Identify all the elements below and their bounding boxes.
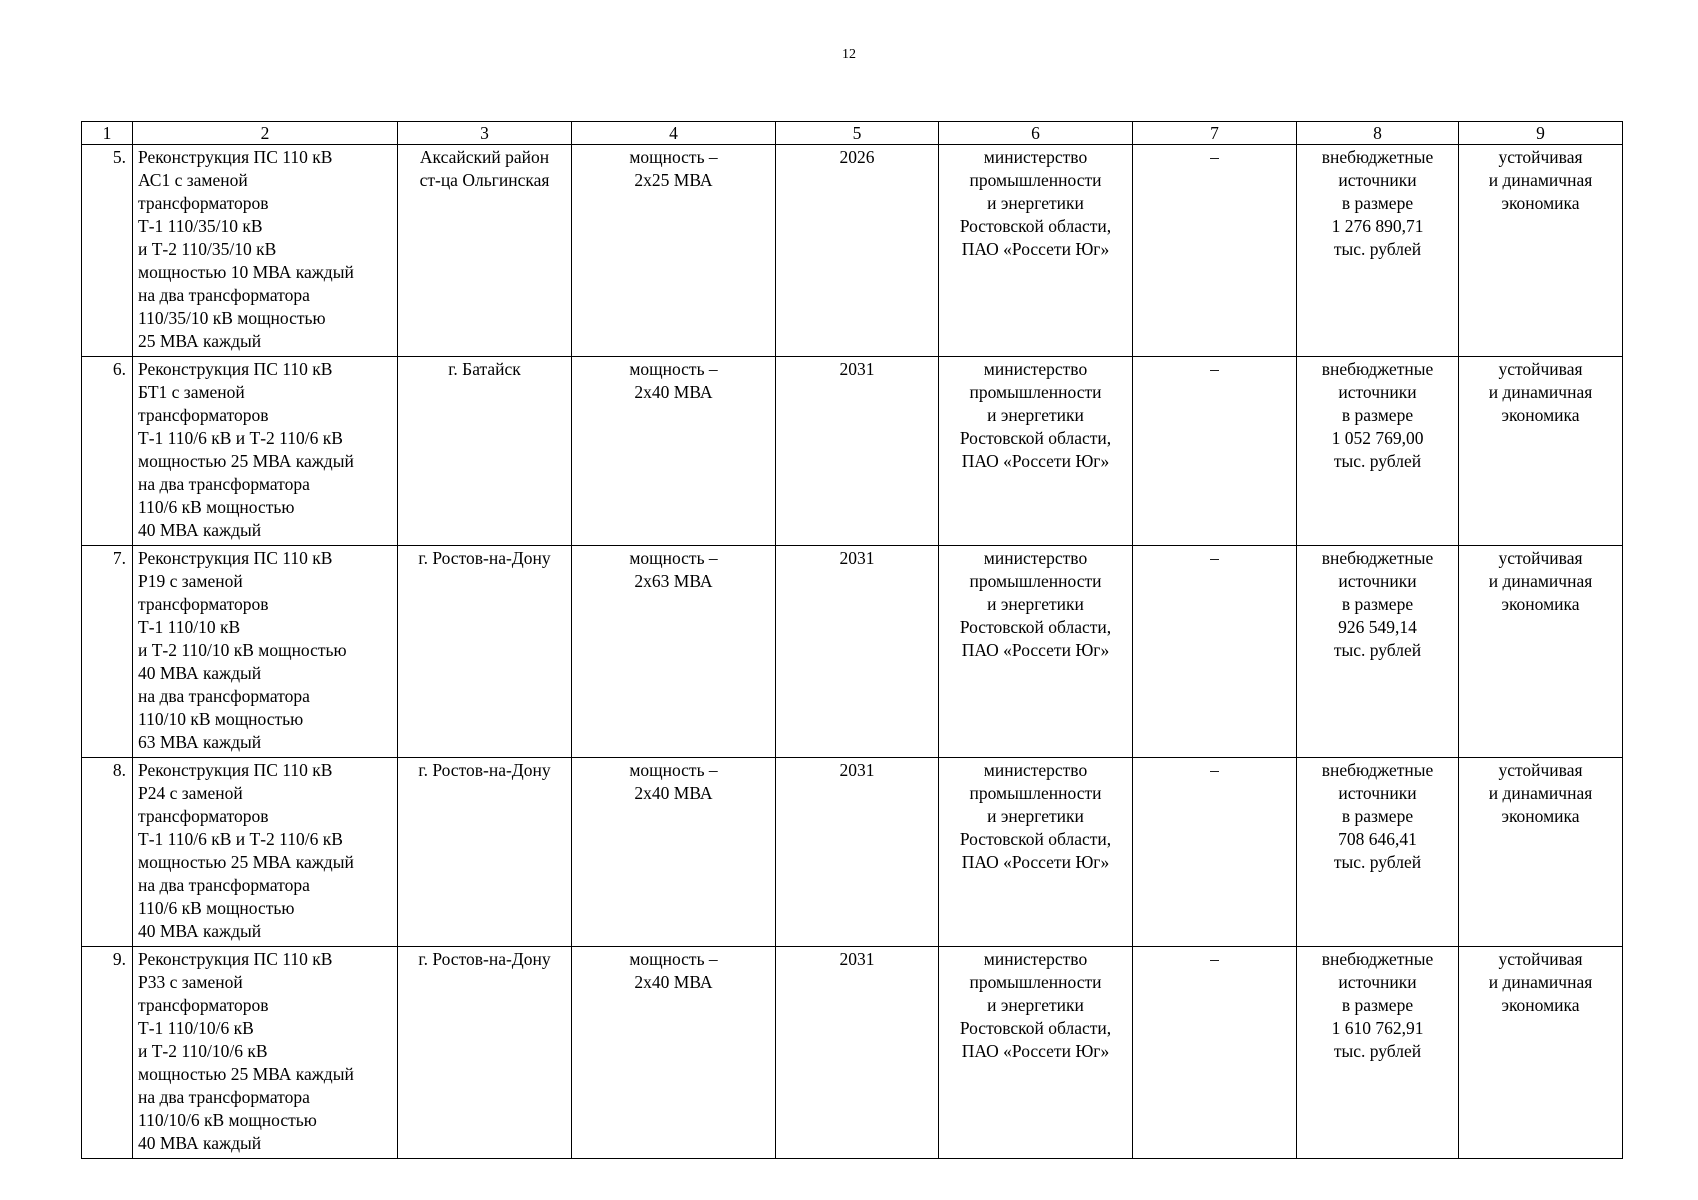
- project-col7: –: [1133, 145, 1297, 357]
- row-number: 6.: [82, 357, 133, 546]
- project-financing: внебюджетные источники в размере 1 610 762,91 тыс. рублей: [1297, 947, 1459, 1159]
- project-location: г. Батайск: [398, 357, 572, 546]
- project-col7: –: [1133, 546, 1297, 758]
- column-number: 7: [1133, 122, 1297, 145]
- project-responsible: министерство промышленности и энергетики Ростовской области, ПАО «Россети Юг»: [939, 357, 1133, 546]
- project-goal: устойчивая и динамичная экономика: [1459, 758, 1623, 947]
- project-year: 2031: [776, 546, 939, 758]
- project-responsible: министерство промышленности и энергетики Ростовской области, ПАО «Россети Юг»: [939, 546, 1133, 758]
- project-year: 2031: [776, 947, 939, 1159]
- project-responsible: министерство промышленности и энергетики Ростовской области, ПАО «Россети Юг»: [939, 145, 1133, 357]
- project-location: г. Ростов-на-Дону: [398, 947, 572, 1159]
- project-capacity: мощность – 2x40 МВА: [572, 357, 776, 546]
- project-location: г. Ростов-на-Дону: [398, 546, 572, 758]
- project-financing: внебюджетные источники в размере 708 646,41 тыс. рублей: [1297, 758, 1459, 947]
- column-number: 3: [398, 122, 572, 145]
- column-number: 9: [1459, 122, 1623, 145]
- project-description: Реконструкция ПС 110 кВ БТ1 с заменой трансформаторов Т-1 110/6 кВ и Т-2 110/6 кВ мощностью 25 МВА каждый на два трансформатора 110/6 кВ мощностью 40 МВА каждый: [133, 357, 398, 546]
- project-responsible: министерство промышленности и энергетики Ростовской области, ПАО «Россети Юг»: [939, 758, 1133, 947]
- table-row: [82, 947, 1623, 1159]
- column-number: 2: [133, 122, 398, 145]
- project-financing: внебюджетные источники в размере 1 276 890,71 тыс. рублей: [1297, 145, 1459, 357]
- project-responsible: министерство промышленности и энергетики Ростовской области, ПАО «Россети Юг»: [939, 947, 1133, 1159]
- table-row: [82, 145, 1623, 357]
- project-location: Аксайский район ст-ца Ольгинская: [398, 145, 572, 357]
- table-row: [82, 758, 1623, 947]
- column-number: 4: [572, 122, 776, 145]
- table-row: [82, 546, 1623, 758]
- project-description: Реконструкция ПС 110 кВ Р19 с заменой трансформаторов Т-1 110/10 кВ и Т-2 110/10 кВ мощностью 40 МВА каждый на два трансформатора 110/10 кВ мощностью 63 МВА каждый: [133, 546, 398, 758]
- page-number: 12: [842, 47, 856, 62]
- project-capacity: мощность – 2x25 МВА: [572, 145, 776, 357]
- column-number: 6: [939, 122, 1133, 145]
- column-number-row: [82, 122, 1623, 145]
- project-capacity: мощность – 2x40 МВА: [572, 947, 776, 1159]
- project-year: 2026: [776, 145, 939, 357]
- project-location: г. Ростов-на-Дону: [398, 758, 572, 947]
- project-goal: устойчивая и динамичная экономика: [1459, 546, 1623, 758]
- project-year: 2031: [776, 357, 939, 546]
- project-col7: –: [1133, 758, 1297, 947]
- project-col7: –: [1133, 357, 1297, 546]
- project-capacity: мощность – 2x63 МВА: [572, 546, 776, 758]
- column-number: 5: [776, 122, 939, 145]
- project-goal: устойчивая и динамичная экономика: [1459, 947, 1623, 1159]
- project-financing: внебюджетные источники в размере 1 052 769,00 тыс. рублей: [1297, 357, 1459, 546]
- project-financing: внебюджетные источники в размере 926 549,14 тыс. рублей: [1297, 546, 1459, 758]
- project-goal: устойчивая и динамичная экономика: [1459, 145, 1623, 357]
- project-description: Реконструкция ПС 110 кВ Р33 с заменой трансформаторов Т-1 110/10/6 кВ и Т-2 110/10/6 кВ мощностью 25 МВА каждый на два трансформатора 110/10/6 кВ мощностью 40 МВА каждый: [133, 947, 398, 1159]
- column-number: 8: [1297, 122, 1459, 145]
- row-number: 8.: [82, 758, 133, 947]
- row-number: 9.: [82, 947, 133, 1159]
- project-col7: –: [1133, 947, 1297, 1159]
- project-description: Реконструкция ПС 110 кВ Р24 с заменой трансформаторов Т-1 110/6 кВ и Т-2 110/6 кВ мощностью 25 МВА каждый на два трансформатора 110/6 кВ мощностью 40 МВА каждый: [133, 758, 398, 947]
- project-year: 2031: [776, 758, 939, 947]
- project-description: Реконструкция ПС 110 кВ АС1 с заменой трансформаторов Т-1 110/35/10 кВ и Т-2 110/35/10 кВ мощностью 10 МВА каждый на два трансформатора 110/35/10 кВ мощностью 25 МВА каждый: [133, 145, 398, 357]
- projects-table: [81, 121, 1623, 1159]
- column-number: 1: [82, 122, 133, 145]
- table-row: [82, 357, 1623, 546]
- project-goal: устойчивая и динамичная экономика: [1459, 357, 1623, 546]
- row-number: 5.: [82, 145, 133, 357]
- project-capacity: мощность – 2x40 МВА: [572, 758, 776, 947]
- row-number: 7.: [82, 546, 133, 758]
